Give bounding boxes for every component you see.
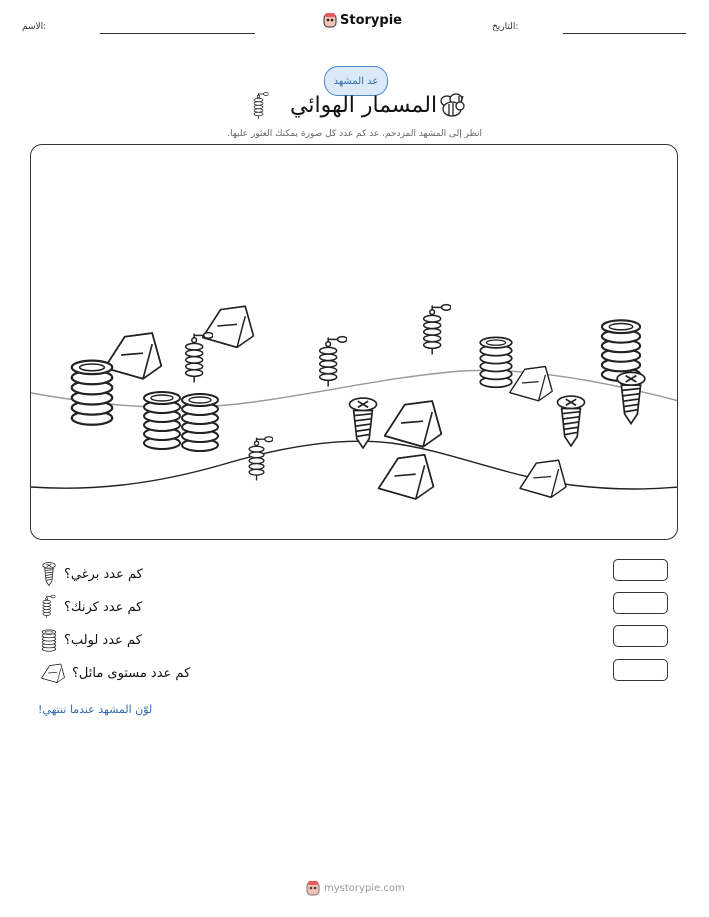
inclined-plane (203, 306, 254, 347)
inclined-plane (520, 460, 566, 497)
date-label: التاريخ: (492, 22, 519, 32)
question-row (40, 661, 190, 685)
question-text: كم عدد لولب؟ (64, 632, 142, 648)
name-label: الاسم: (22, 22, 47, 32)
date-line[interactable] (563, 33, 686, 34)
question-row (40, 562, 143, 586)
footer-url[interactable]: mystorypie.com (324, 882, 405, 894)
question-text: كم عدد مستوى مائل؟ (72, 665, 191, 681)
question-row (40, 628, 142, 652)
inclined-plane (379, 455, 434, 499)
spring (144, 392, 180, 449)
crank-icon (251, 91, 269, 121)
activity-badge: عد المشهد (324, 66, 388, 96)
screw (349, 398, 376, 448)
crank (249, 437, 273, 481)
coloring-note: لوّن المشهد عندما تنتهي! (38, 703, 153, 716)
page-title: المسمار الهوائي (290, 93, 438, 118)
name-line[interactable] (100, 33, 255, 34)
answer-box[interactable] (613, 592, 668, 614)
footer (306, 880, 405, 896)
counting-scene[interactable] (30, 144, 678, 540)
question-text: كم عدد كرنك؟ (64, 599, 143, 615)
storypie-mascot-icon (323, 12, 337, 28)
inclined-plane (385, 401, 442, 447)
brand-logo (323, 12, 402, 28)
scene-drawing (31, 145, 678, 540)
spring-icon (40, 628, 58, 652)
answer-box[interactable] (613, 625, 668, 647)
spring (182, 394, 218, 451)
instructions: انظر إلى المشهد المزدحم. عد كم عدد كل صورة يمكنك العثور عليها. (227, 129, 482, 139)
screw-icon (40, 562, 58, 586)
inclined-plane-icon (40, 662, 66, 684)
spring (72, 361, 113, 425)
question-text: كم عدد برغي؟ (64, 566, 143, 582)
crank (320, 337, 347, 387)
screw (557, 396, 584, 446)
answer-box[interactable] (613, 659, 668, 681)
crank-icon (40, 594, 56, 620)
answer-box[interactable] (613, 559, 668, 581)
inclined-plane (105, 333, 162, 379)
storypie-mascot-icon (306, 880, 320, 896)
screw (617, 372, 645, 423)
crank (424, 305, 451, 355)
question-row (40, 595, 142, 619)
brand-name: Storypie (340, 12, 402, 28)
spring (480, 337, 512, 387)
bee-icon (437, 92, 467, 120)
